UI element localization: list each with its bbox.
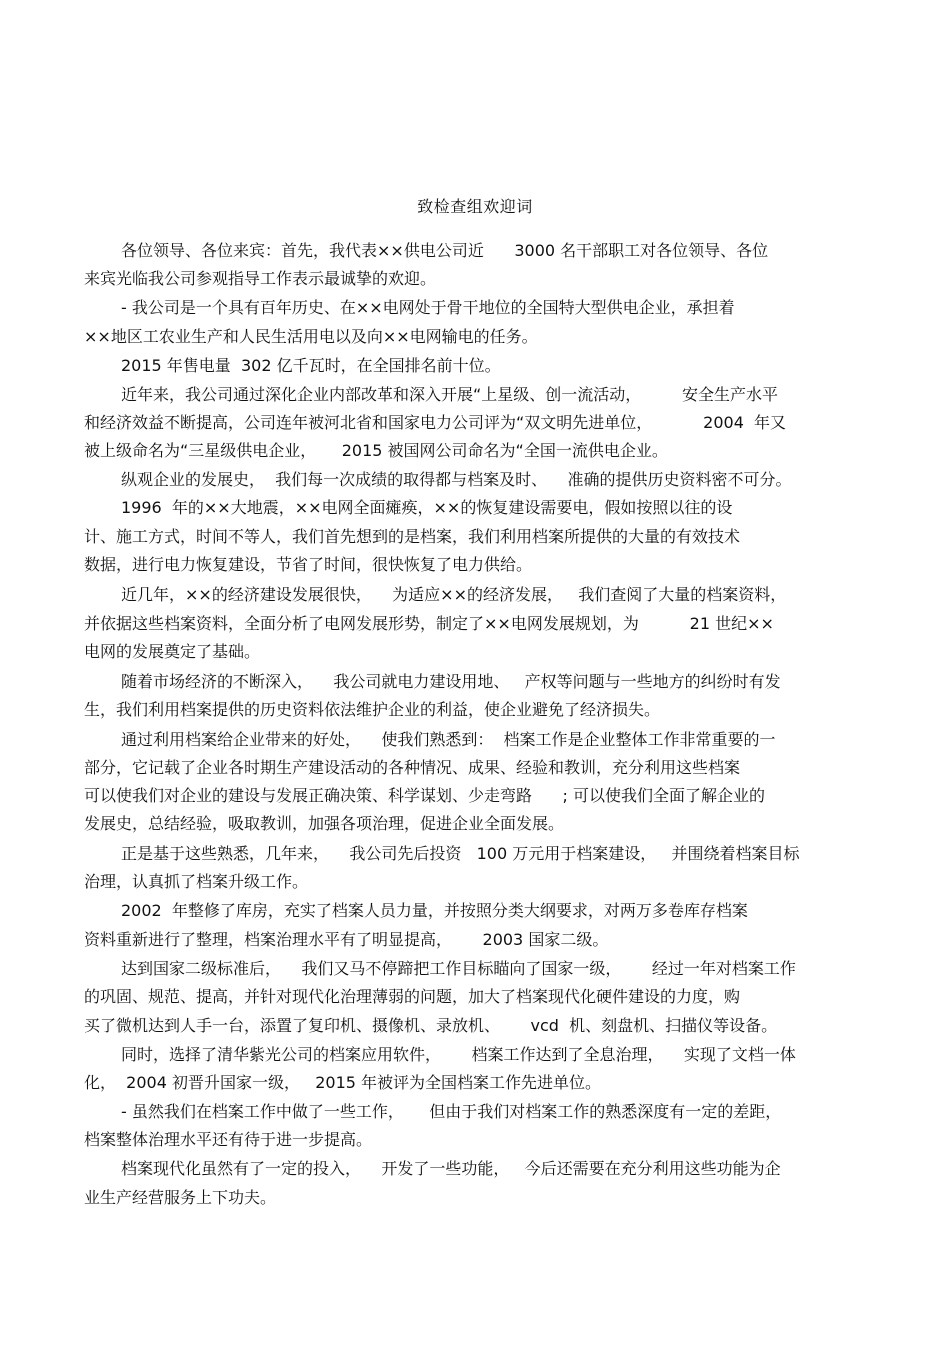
document-title: 致检查组欢迎词: [417, 197, 533, 216]
body-line: ××地区工农业生产和人民生活用电以及向××电网输电的任务。: [84, 327, 538, 346]
body-line: 同时，选择了清华紫光公司的档案应用软件， 档案工作达到了全息治理， 实现了文档一体: [121, 1045, 796, 1064]
body-line: 化， 2004 初晋升国家一级， 2015 年被评为全国档案工作先进单位。: [84, 1073, 602, 1092]
body-line: 数据，进行电力恢复建设，节省了时间，很快恢复了电力供给。: [84, 555, 533, 574]
body-line: 1996 年的××大地震，××电网全面瘫痪，××的恢复建设需要电，假如按照以往的设: [121, 498, 733, 517]
body-line: 档案现代化虽然有了一定的投入， 开发了一些功能， 今后还需要在充分利用这些功能为企: [121, 1159, 781, 1178]
body-line: 随着市场经济的不断深入， 我公司就电力建设用地、 产权等问题与一些地方的纠纷时有发: [121, 672, 781, 691]
body-line: 买了微机达到人手一台，添置了复印机、摄像机、录放机、 vcd 机、刻盘机、扫描仪等设备。: [84, 1016, 778, 1035]
body-line: 2002 年整修了库房，充实了档案人员力量，并按照分类大纲要求，对两万多卷库存档案: [121, 901, 748, 920]
body-line: 电网的发展奠定了基础。: [84, 642, 261, 661]
body-line: 和经济效益不断提高，公司连年被河北省和国家电力公司评为“双文明先进单位， 2004 年又: [84, 413, 787, 432]
body-line: 达到国家二级标准后， 我们又马不停蹄把工作目标瞄向了国家一级， 经过一年对档案工作: [121, 959, 796, 978]
body-line: 来宾光临我公司参观指导工作表示最诚挚的欢迎。: [84, 269, 437, 288]
body-line: 近几年，××的经济建设发展很快， 为适应××的经济发展， 我们查阅了大量的档案资料，: [121, 585, 787, 604]
body-line: 并依据这些档案资料，全面分析了电网发展形势，制定了××电网发展规划，为 21 世纪××: [84, 614, 774, 633]
body-line: 纵观企业的发展史， 我们每一次成绩的取得都与档案及时、 准确的提供历史资料密不可分。: [121, 470, 792, 489]
body-line: 被上级命名为“三星级供电企业， 2015 被国网公司命名为“全国一流供电企业。: [84, 441, 668, 460]
body-line: 档案整体治理水平还有待于进一步提高。: [84, 1130, 373, 1149]
body-line: 可以使我们对企业的建设与发展正确决策、科学谋划、少走弯路 ; 可以使我们全面了解企业的: [84, 786, 765, 805]
body-line: 计、施工方式，时间不等人，我们首先想到的是档案，我们利用档案所提供的大量的有效技术: [84, 527, 741, 546]
body-line: 的巩固、规范、提高，并针对现代化治理薄弱的问题，加大了档案现代化硬件建设的力度，购: [84, 987, 741, 1006]
body-line: 治理，认真抓了档案升级工作。: [84, 872, 309, 891]
body-line: - 虽然我们在档案工作中做了一些工作， 但由于我们对档案工作的熟悉深度有一定的差距，: [121, 1102, 782, 1121]
body-line: 通过利用档案给企业带来的好处， 使我们熟悉到： 档案工作是企业整体工作非常重要的一: [121, 730, 776, 749]
body-line: 部分，它记载了企业各时期生产建设活动的各种情况、成果、经验和教训，充分利用这些档案: [84, 758, 741, 777]
body-line: 近年来，我公司通过深化企业内部改革和深入开展“上星级、创一流活动， 安全生产水平: [121, 385, 778, 404]
body-line: 各位领导、各位来宾：首先，我代表××供电公司近 3000 名干部职工对各位领导、各位: [121, 241, 769, 260]
body-line: 正是基于这些熟悉，几年来， 我公司先后投资 100 万元用于档案建设， 并围绕着档案目标: [121, 844, 800, 863]
body-line: 资料重新进行了整理，档案治理水平有了明显提高， 2003 国家二级。: [84, 930, 609, 949]
body-line: - 我公司是一个具有百年历史、在××电网处于骨干地位的全国特大型供电企业，承担着: [121, 298, 735, 317]
body-line: 2015 年售电量 302 亿千瓦时，在全国排名前十位。: [121, 356, 501, 375]
body-line: 生，我们利用档案提供的历史资料依法维护企业的利益，使企业避免了经济损失。: [84, 700, 661, 719]
body-line: 发展史，总结经验，吸取教训，加强各项治理，促进企业全面发展。: [84, 814, 565, 833]
body-line: 业生产经营服务上下功夫。: [84, 1188, 277, 1207]
